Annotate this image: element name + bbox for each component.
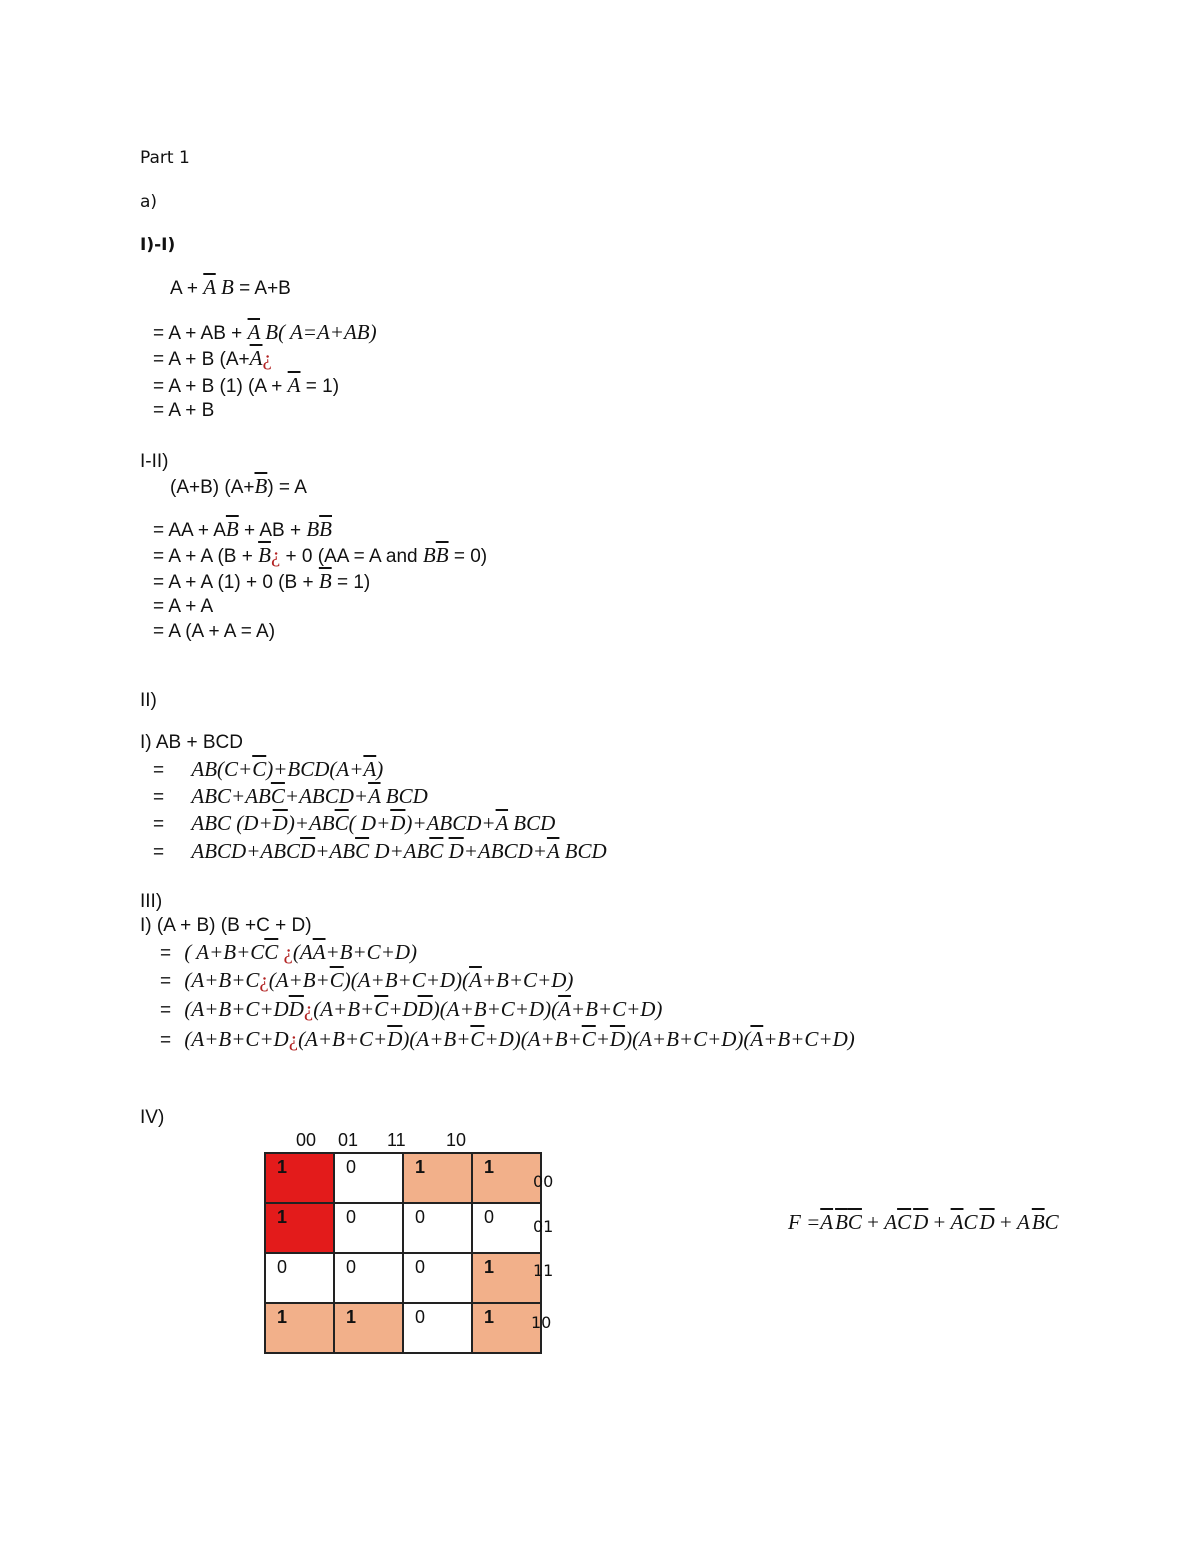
simplified-function xyxy=(788,1210,1059,1235)
pos-line-1 xyxy=(160,940,417,966)
overline-a: $\overline{A}$ xyxy=(249,346,263,370)
kmap-cell: 1 xyxy=(472,1253,541,1303)
equals-sign: = xyxy=(153,760,165,781)
kmap-cell: 1 xyxy=(472,1153,541,1203)
kmap-cell: 0 xyxy=(334,1203,403,1253)
kmap-col-header: 00 xyxy=(296,1130,317,1150)
overline-b: $\overline{B}$ xyxy=(318,569,332,593)
literal: $\overline{D}$ xyxy=(913,1210,929,1234)
proof2-text: = 0) xyxy=(448,546,488,567)
karnaugh-map xyxy=(264,1152,542,1354)
section-i-ii-label: I-II) xyxy=(140,451,169,472)
sop-line-3 xyxy=(153,811,555,837)
literal: A xyxy=(884,1210,898,1234)
kmap-row-header: 11 xyxy=(533,1261,554,1280)
sop-line-4 xyxy=(153,839,607,865)
kmap-row xyxy=(265,1153,541,1203)
proof1-text: = A + B (A+ xyxy=(153,349,250,370)
proof2-line-2 xyxy=(153,543,487,569)
pos-line-2 xyxy=(160,968,573,994)
kmap-cell: 0 xyxy=(403,1203,472,1253)
math-expression: $ABCD+ABC\overline{D}+AB\overline{C}$ $D+AB\overline{C}$ $\overline{D}+ABCD+\overline{A}$ BCD xyxy=(191,839,607,863)
proof2-text: ) = A xyxy=(267,477,307,498)
literal: A xyxy=(1016,1210,1030,1234)
math-expression: ABC $(D+\overline{D})+AB\overline{C}$( $D+\overline{D})+ABCD+\overline{A}$ BCD xyxy=(191,811,556,835)
section-ii-label: II) xyxy=(140,690,157,711)
kmap-cell: 1 xyxy=(472,1303,541,1353)
section-i-i-label: I)-I) xyxy=(140,235,176,255)
pos-line-0: I) (A + B) (B +C + D) xyxy=(140,915,312,936)
math-expression: ( $A+B+C\overline{C}$ ¿$(A\overline{A}+B+C+D)$ xyxy=(184,940,418,964)
proof2-line-1 xyxy=(153,517,332,543)
literal: $\overline{A}$ xyxy=(820,1210,834,1234)
kmap-row-header: 10 xyxy=(531,1313,552,1332)
overline-b: $\overline{B}$ xyxy=(435,543,449,567)
kmap-row-header: 01 xyxy=(533,1217,554,1236)
inverted-question-glyph: ¿ xyxy=(262,346,272,370)
literal: $\overline{C}$ xyxy=(897,1210,912,1234)
kmap-row-header: 00 xyxy=(533,1172,554,1191)
proof1-line-0 xyxy=(170,275,291,301)
literal: $\overline{A}$ xyxy=(950,1210,964,1234)
proof2-text: + 0 (AA = A and xyxy=(280,546,423,567)
math-expression: $ABC+AB\overline{C}+ABCD+\overline{A}$ BCD xyxy=(191,784,428,808)
equals-sign: = xyxy=(160,1000,172,1021)
overline-b: $\overline{B}$ xyxy=(225,517,239,541)
literal: $\overline{B}$ xyxy=(1031,1210,1045,1234)
kmap-cell: 0 xyxy=(334,1153,403,1203)
proof2-text: = AA + A xyxy=(153,520,226,541)
math-b: B xyxy=(306,517,320,541)
kmap-cell: 1 xyxy=(403,1153,472,1203)
equals-sign: = xyxy=(160,971,172,992)
kmap-row xyxy=(265,1303,541,1353)
math-b: B xyxy=(215,275,234,299)
literal: $\overline{C}$ xyxy=(847,1210,862,1234)
kmap-cell: 0 xyxy=(403,1303,472,1353)
overline-a: $\overline{A}$ xyxy=(203,275,216,299)
proof2-text: = 1) xyxy=(331,572,371,593)
math-expression: ($A+B+C¿(A+B+\overline{C})(A+B+C+D)(\overline{A}+B+C+D)$ xyxy=(184,968,574,992)
literal: C xyxy=(963,1210,978,1234)
equals-sign: = xyxy=(153,787,165,808)
literal: $\overline{B}$ xyxy=(835,1210,848,1234)
overline-b: $\overline{B}$ xyxy=(319,517,332,541)
overline-b: $\overline{B}$ xyxy=(254,474,268,498)
math-expression: B( A=A+AB) xyxy=(260,320,377,344)
proof2-line-4: = A + A xyxy=(153,596,214,617)
section-iii-label: III) xyxy=(140,891,163,912)
equals-sign: = xyxy=(153,842,165,863)
proof1-line-1 xyxy=(153,320,377,346)
math-expression: ($A+B+C+D¿(A+B+C+\overline{D})(A+B+\overline{C}+D)(A+B+\overline{C}+\overline{D})(A+B+C+D)(\overline{A}+B+C+D)$ xyxy=(184,1027,855,1051)
proof2-line-3 xyxy=(153,569,370,595)
kmap-cell: 0 xyxy=(334,1253,403,1303)
pos-line-3 xyxy=(160,997,662,1023)
kmap-cell: 1 xyxy=(265,1153,334,1203)
proof2-text: (A+B) (A+ xyxy=(170,477,255,498)
overline-a: $\overline{A}$ xyxy=(247,320,261,344)
equals-sign: = xyxy=(153,814,165,835)
proof1-line-4: = A + B xyxy=(153,400,215,421)
literal: C xyxy=(1044,1210,1059,1234)
equals-sign: = xyxy=(160,1030,172,1051)
proof1-line-2 xyxy=(153,346,272,372)
math-expression: $AB(C+\overline{C})+BCD(A+\overline{A})$ xyxy=(191,757,384,781)
proof2-text: = A + A (1) + 0 (B + xyxy=(153,572,319,593)
kmap-cell: 1 xyxy=(265,1303,334,1353)
kmap-col-header: 01 xyxy=(338,1130,359,1150)
proof1-text: = A + AB + xyxy=(153,323,248,344)
function-lhs: F = xyxy=(788,1210,821,1234)
sop-line-0: I) AB + BCD xyxy=(140,732,243,753)
kmap-col-header: 11 xyxy=(387,1130,406,1150)
literal: $\overline{D}$ xyxy=(979,1210,995,1234)
plus-sign: + xyxy=(928,1210,951,1234)
math-b: B xyxy=(422,543,436,567)
proof2-line-5: = A (A + A = A) xyxy=(153,621,276,642)
kmap-cell: 0 xyxy=(472,1203,541,1253)
plus-sign: + xyxy=(994,1210,1017,1234)
section-iv-label: IV) xyxy=(140,1107,165,1128)
part-heading: Part 1 xyxy=(140,148,190,168)
plus-sign: + xyxy=(861,1210,885,1234)
sop-line-1 xyxy=(153,757,383,783)
math-expression: ($A+B+C+D\overline{D}¿(A+B+\overline{C}+D\overline{D})(A+B+C+D)(\overline{A}+B+C+D)$ xyxy=(184,997,663,1021)
proof2-text: = A + A (B + xyxy=(153,546,259,567)
kmap-cell: 1 xyxy=(334,1303,403,1353)
proof1-text: A + xyxy=(170,278,204,299)
kmap-cell: 1 xyxy=(265,1203,334,1253)
overline-a: $\overline{A}$ xyxy=(287,373,301,397)
proof1-text: = A+B xyxy=(233,278,291,299)
sop-line-2 xyxy=(153,784,428,810)
proof2-line-0 xyxy=(170,474,307,500)
proof2-text: + AB + xyxy=(238,520,307,541)
kmap-cell: 0 xyxy=(265,1253,334,1303)
equals-sign: = xyxy=(160,943,172,964)
pos-line-4 xyxy=(160,1027,855,1053)
kmap-row xyxy=(265,1203,541,1253)
proof1-line-3 xyxy=(153,373,339,399)
kmap-col-header: 10 xyxy=(446,1130,467,1150)
kmap-row xyxy=(265,1253,541,1303)
proof1-text: = 1) xyxy=(300,376,340,397)
proof1-text: = A + B (1) (A + xyxy=(153,376,288,397)
kmap-cell: 0 xyxy=(403,1253,472,1303)
inverted-question-glyph: ¿ xyxy=(270,543,281,567)
overline-b: $\overline{B}$ xyxy=(258,543,271,567)
section-a-label: a) xyxy=(140,192,158,212)
